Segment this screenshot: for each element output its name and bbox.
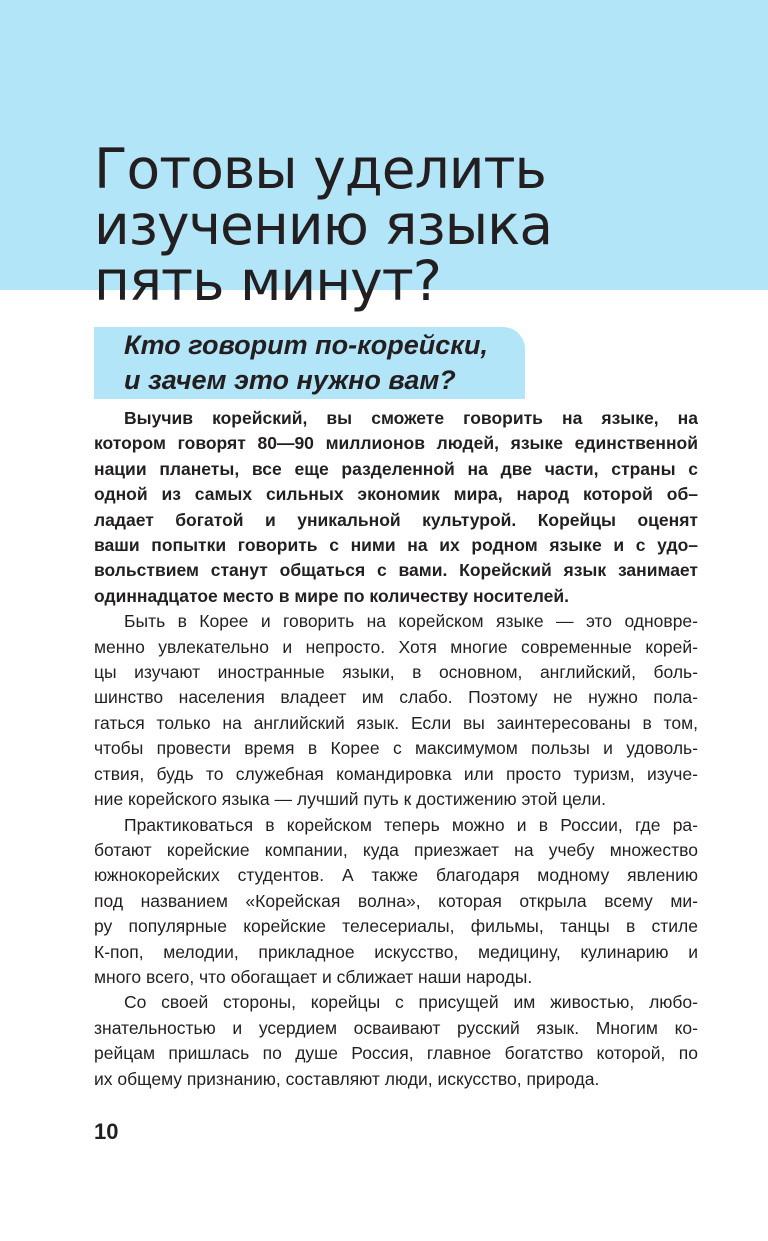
text-line: их общему признанию, составляют люди, искусство, природа. [94, 1068, 600, 1089]
page-number: 10 [94, 1119, 119, 1144]
text-line: ствия, будь то служебная командировка или просто туризм, изуче- [94, 763, 698, 784]
text-line: рейцам пришлась по душе Россия, главное богатство которой, по [94, 1043, 698, 1064]
intro-paragraph [94, 406, 698, 609]
text-line: знательностью и усердием осваивают русский язык. Многим ко- [94, 1017, 698, 1038]
text-line: ботают корейские компании, куда приезжает на учебу множество [94, 839, 698, 860]
text-line: одиннадцатое место в мире по количеству носителей. [94, 585, 570, 606]
text-line: ру популярные корейские телесериалы, фильмы, танцы в стиле [94, 916, 698, 937]
text-line: Выучив корейский, вы сможете говорить на языке, на [124, 408, 698, 428]
body-paragraph [94, 813, 698, 991]
subheading [124, 328, 488, 398]
chapter-title-line: Готовы уделить [94, 137, 546, 201]
text-line: К-поп, мелодии, прикладное искусство, медицину, кулинарию и [94, 941, 698, 962]
text-line: Быть в Корее и говорить на корейском языке — это одновре- [124, 611, 698, 632]
text-line: гаться только на английский язык. Если вы заинтересованы в том, [94, 712, 698, 733]
body-text [94, 406, 698, 1092]
text-line: менно увлекательно и непросто. Хотя многие современные корей- [94, 636, 698, 657]
text-line: котором говорят 80—90 миллионов людей, языке единственной [94, 433, 698, 454]
text-line: одной из самых сильных экономик мира, народ которой об– [94, 484, 698, 505]
body-paragraph [94, 609, 698, 812]
chapter-title [94, 137, 694, 313]
text-line: Практиковаться в корейском теперь можно и в России, где ра- [124, 814, 698, 835]
text-line: ваши попытки говорить с ними на их родном языке и с удо– [94, 535, 698, 556]
subheading-line: и зачем это нужно вам? [124, 365, 456, 395]
text-line: вольствием станут общаться с вами. Корейский язык занимает [94, 560, 698, 581]
chapter-title-line: изучению языка [94, 193, 553, 257]
text-line: шинство населения владеет им слабо. Поэтому не нужно пола- [94, 687, 698, 708]
text-line: много всего, что обогащает и сближает наши народы. [94, 966, 533, 987]
subheading-line: Кто говорит по-корейски, [124, 330, 488, 360]
chapter-title-line: пять минут? [94, 249, 441, 313]
text-line: нации планеты, все еще разделенной на две части, страны с [94, 458, 698, 479]
text-line: под названием «Корейская волна», которая открыла всему ми- [94, 890, 698, 911]
text-line: чтобы провести время в Корее с максимумом пользы и удоволь- [94, 738, 698, 759]
text-line: цы изучают иностранные языки, в основном, английский, боль- [94, 662, 698, 683]
text-line: ладает богатой и уникальной культурой. Корейцы оценят [94, 509, 698, 530]
body-paragraph [94, 990, 698, 1092]
text-line: Со своей стороны, корейцы с присущей им живостью, любо- [124, 992, 698, 1013]
text-line: южнокорейских студентов. А также благодаря модному явлению [94, 865, 698, 886]
text-line: ние корейского языка — лучший путь к достижению этой цели. [94, 789, 607, 810]
